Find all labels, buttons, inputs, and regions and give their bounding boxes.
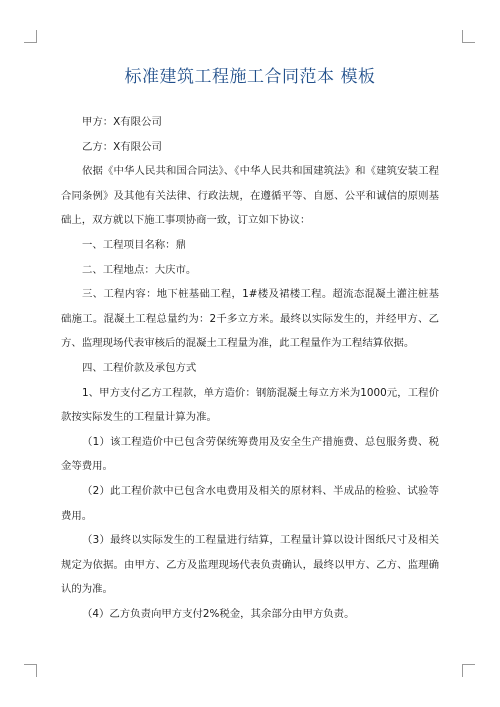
crop-mark-bottom-right xyxy=(462,664,475,677)
clause-project-content: 三、工程内容：地下桩基础工程，1#楼及裙楼工程。超流态混凝土灌注桩基础施工。混凝土工程总量约为：2千多立方米。最终以实际发生的，并经甲方、乙方、监理现场代表审核后的混凝土工程量为准，此工程量作为工程结算依据。 xyxy=(61,288,439,350)
crop-mark-bottom-left xyxy=(24,664,37,677)
party-a-line: 甲方：X有限公司 xyxy=(82,116,162,128)
preamble-paragraph: 依据《中华人民共和国合同法》、《中华人民共和国建筑法》和《建筑安装工程合同条例》及其他有关法律、行政法规，在遵循平等、自愿、公平和诚信的原则基础上，双方就以下施工事项协商一致，订立如下协议： xyxy=(61,165,439,227)
document-body xyxy=(61,110,439,626)
document-title: 标准建筑工程施工合同范本 模板 xyxy=(124,67,376,87)
clause-price-1-sub-2: （2）此工程价款中已包含水电费用及相关的原材料、半成品的检验、试验等费用。 xyxy=(61,484,439,522)
clause-price-1: 1、甲方支付乙方工程款，单方造价：钢筋混凝土每立方米为1000元，工程价款按实际发生的工程量计算为准。 xyxy=(61,386,439,424)
clause-project-name: 一、工程项目名称：鼎 xyxy=(82,238,186,251)
crop-mark-top-left xyxy=(24,30,37,43)
clause-price-1-sub-3: （3）最终以实际发生的工程量进行结算，工程量计算以设计图纸尺寸及相关规定为依据。由甲方、乙方及监理现场代表负责确认，最终以甲方、乙方、监理确认的为准。 xyxy=(61,534,439,596)
clause-price-1-sub-1: （1）该工程造价中已包含劳保统筹费用及安全生产措施费、总包服务费、税金等费用。 xyxy=(61,435,439,473)
clause-project-location: 二、工程地点：大庆市。 xyxy=(82,263,197,276)
clause-price-heading: 四、工程价款及承包方式 xyxy=(82,361,197,374)
clause-price-1-sub-4: （4）乙方负责向甲方支付2%税金，其余部分由甲方负责。 xyxy=(82,607,355,620)
crop-mark-top-right xyxy=(462,30,475,43)
party-b-line: 乙方：X有限公司 xyxy=(82,140,162,153)
